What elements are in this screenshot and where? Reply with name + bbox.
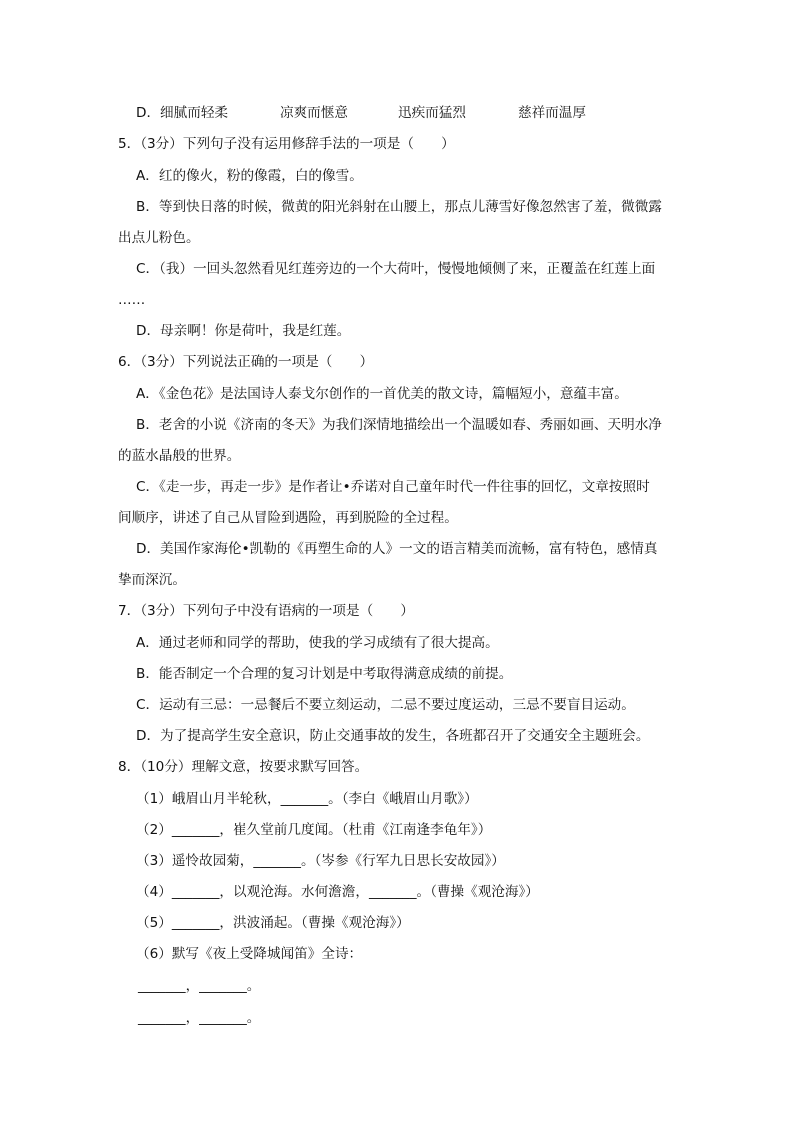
q6-option-b-line1: B．老舍的小说《济南的冬天》为我们深情地描绘出一个温暖如春、秀丽如画、天明水净 (136, 417, 662, 433)
q8-item-1: （1）峨眉山月半轮秋，_______。（李白《峨眉山月歌》） (136, 791, 478, 807)
q8-item-2: （2）_______，崔久堂前几度闻。（杜甫《江南逢李龟年》） (136, 822, 492, 838)
q6-option-b-line2: 的蓝水晶般的世界。 (118, 448, 241, 464)
q4-option-d-item-3: 慈祥而温厚 (518, 105, 586, 121)
q5-option-b-line1: B．等到快日落的时候，微黄的阳光斜射在山腰上，那点儿薄雪好像忽然害了羞，微微露 (136, 199, 662, 215)
q6-option-d-line1: D．美国作家海伦•凯勒的《再塑生命的人》一文的语言精美而流畅，富有特色，感情真 (136, 541, 658, 557)
q8-item-4: （4）_______，以观沧海。水何澹澹，_______。（曹操《观沧海》） (136, 884, 539, 900)
q7-option-b: B．能否制定一个合理的复习计划是中考取得满意成绩的前提。 (136, 666, 513, 682)
q8-item-6: （6）默写《夜上受降城闻笛》全诗： (136, 946, 363, 962)
q6-option-c-line1: C．《走一步，再走一步》是作者让•乔诺对自己童年时代一件往事的回忆，文章按照时 (136, 479, 650, 495)
q4-option-d-label: D．细腻而轻柔 (136, 105, 229, 121)
q5-stem: 5．（3分）下列句子没有运用修辞手法的一项是（ ） (118, 136, 455, 152)
q6-option-c-line2: 间顺序，讲述了自己从冒险到遇险，再到脱险的全过程。 (118, 510, 458, 526)
q8-stem: 8．（10分）理解文意，按要求默写回答。 (118, 759, 369, 775)
q5-option-d: D．母亲啊！你是荷叶，我是红莲。 (136, 323, 351, 339)
q6-option-a: A．《金色花》是法国诗人泰戈尔创作的一首优美的散文诗，篇幅短小，意蕴丰富。 (136, 386, 628, 402)
q5-option-a: A．红的像火，粉的像霞，白的像雪。 (136, 168, 363, 184)
q7-stem: 7．（3分）下列句子中没有语病的一项是（ ） (118, 603, 414, 619)
q8-item-5: （5）_______，洪波涌起。（曹操《观沧海》） (136, 915, 410, 931)
q5-option-c-line1: C．（我）一回头忽然看见红莲旁边的一个大荷叶，慢慢地倾侧了来，正覆盖在红莲上面 (136, 261, 656, 277)
q7-option-d: D．为了提高学生安全意识，防止交通事故的发生，各班都召开了交通安全主题班会。 (136, 728, 650, 744)
q4-option-d-item-2: 迅疾而猛烈 (398, 105, 466, 121)
q7-option-a: A．通过老师和同学的帮助，使我的学习成绩有了很大提高。 (136, 635, 499, 651)
q6-option-d-line2: 挚而深沉。 (118, 572, 186, 588)
q8-blank-line-2: _______，_______。 (138, 1010, 261, 1026)
q8-blank-line-1: _______，_______。 (138, 978, 261, 994)
q4-option-d-item-1: 凉爽而惬意 (280, 105, 348, 121)
q8-item-3: （3）遥怜故园菊，_______。（岑参《行军九日思长安故园》） (136, 853, 505, 869)
q6-stem: 6．（3分）下列说法正确的一项是（ ） (118, 354, 374, 370)
q5-option-c-line2: …… (118, 292, 146, 308)
q5-option-b-line2: 出点儿粉色。 (118, 230, 200, 246)
q7-option-c: C．运动有三忌：一忌餐后不要立刻运动，二忌不要过度运动，三忌不要盲目运动。 (136, 697, 635, 713)
